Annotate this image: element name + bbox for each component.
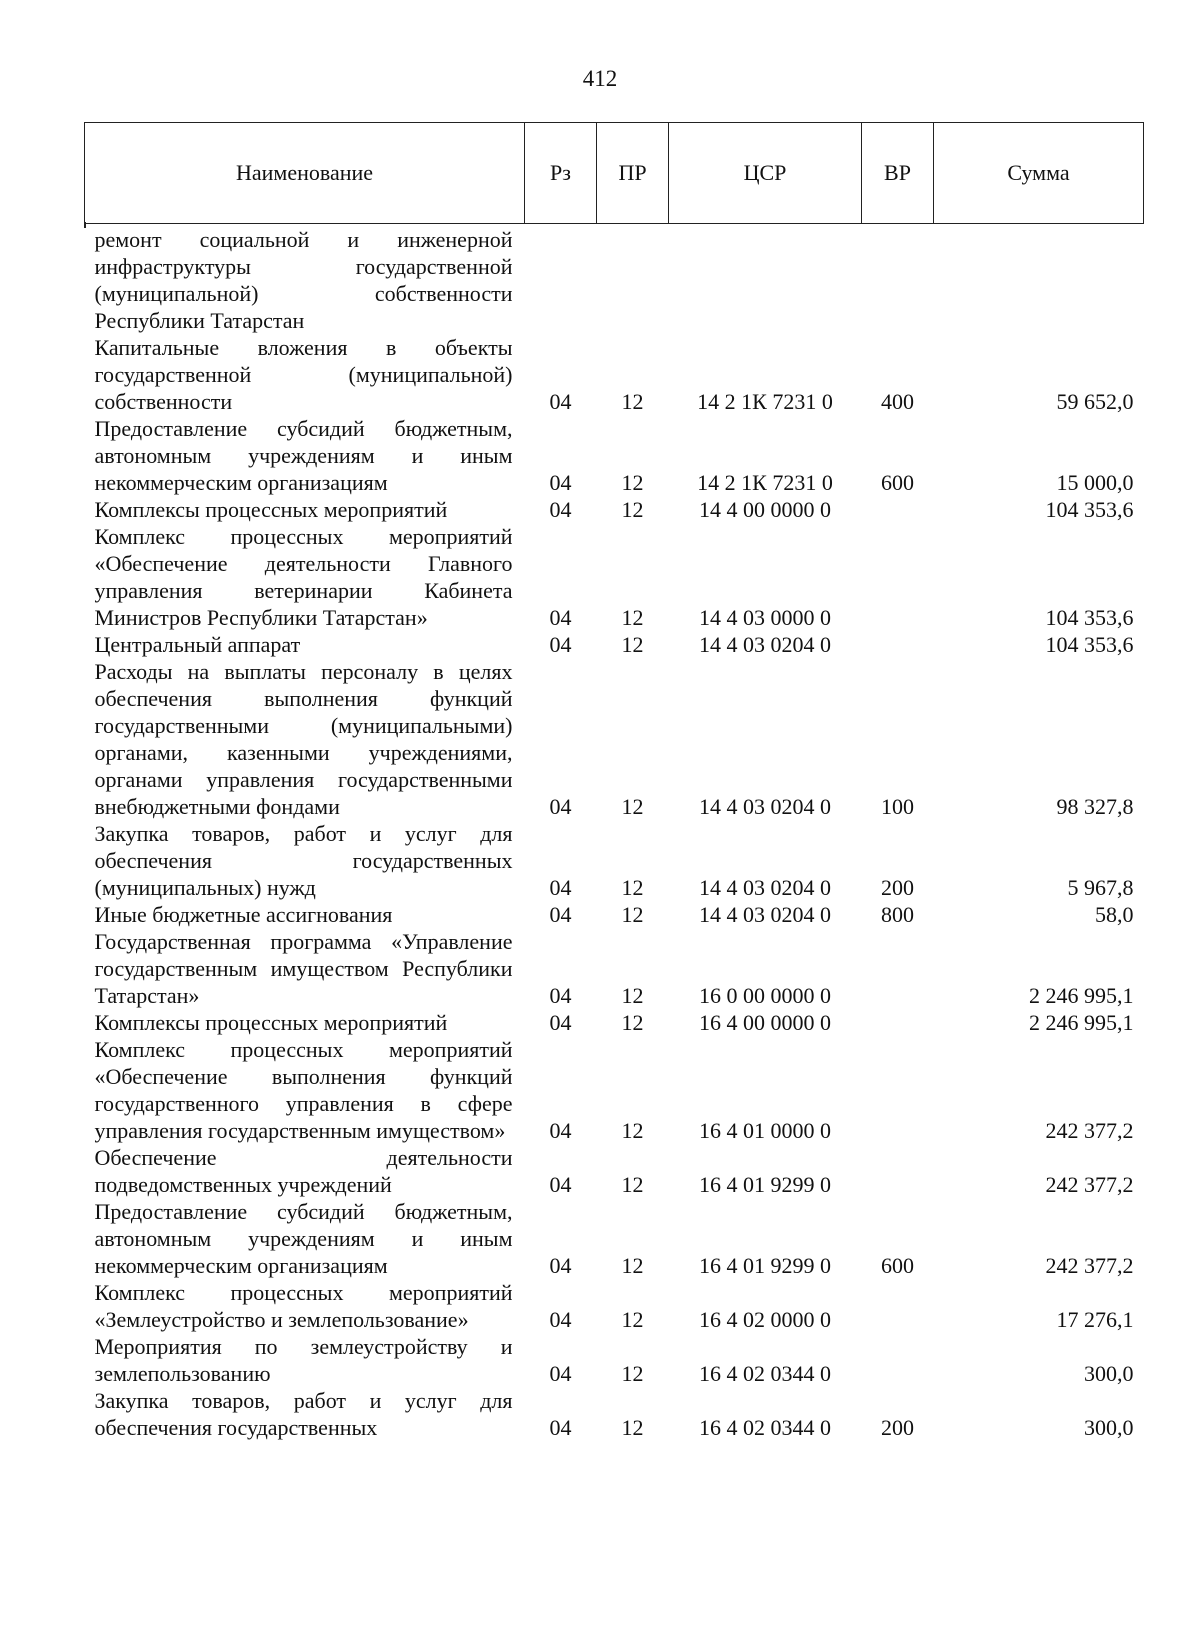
cell-vr: [862, 1279, 934, 1333]
cell-pr: 12: [621, 902, 644, 927]
cell-sum: 242 377,2: [1045, 1253, 1134, 1278]
cell-rz: 04: [549, 794, 572, 819]
cell-csr: 14 4 03 0000 0: [699, 605, 831, 630]
cell-csr: 16 4 02 0000 0: [699, 1307, 831, 1332]
cell-csr: 14 2 1К 7231 0: [697, 470, 833, 495]
cell-vr: [862, 496, 934, 523]
cell-csr: 14 4 03 0204 0: [699, 875, 831, 900]
cell-vr: 100: [881, 794, 914, 819]
cell-rz: 04: [549, 983, 572, 1008]
cell-sum: 17 276,1: [1056, 1307, 1134, 1332]
cell-name: Закупка товаров, работ и услуг для обеспечения государственных: [94, 1388, 513, 1440]
cell-sum: 2 246 995,1: [1029, 983, 1134, 1008]
cell-csr: 16 4 02 0344 0: [699, 1361, 831, 1386]
cell-rz: 04: [549, 1118, 572, 1143]
cell-rz: 04: [549, 389, 572, 414]
cell-name: Предоставление субсидий бюджетным, автономным учреждениям и иным некоммерческим организациям: [94, 1199, 513, 1278]
cell-name: Комплекс процессных мероприятий «Обеспечение деятельности Главного управления ветеринарии Кабинета Министров Республики Татарстан»: [94, 524, 513, 630]
cell-name: Мероприятия по землеустройству и землепользованию: [94, 1334, 513, 1386]
table-row: [85, 224, 1144, 335]
cell-csr: 14 4 00 0000 0: [699, 497, 831, 522]
cell-pr: 12: [621, 1307, 644, 1332]
cell-csr: 14 4 03 0204 0: [699, 794, 831, 819]
cell-sum: [934, 224, 1144, 335]
cell-vr: [862, 631, 934, 658]
cell-sum: 242 377,2: [1045, 1172, 1134, 1197]
cell-name: Предоставление субсидий бюджетным, автономным учреждениям и иным некоммерческим организациям: [94, 416, 513, 495]
cell-rz: 04: [549, 1172, 572, 1197]
cell-rz: [525, 224, 597, 335]
cell-sum: 59 652,0: [1056, 389, 1134, 414]
header-vr: ВР: [862, 123, 934, 224]
table-row: [85, 1198, 1144, 1279]
cell-name: Комплексы процессных мероприятий: [94, 1010, 448, 1035]
cell-rz: 04: [549, 497, 572, 522]
cell-pr: 12: [621, 1361, 644, 1386]
cell-csr: 14 4 03 0204 0: [699, 632, 831, 657]
cell-vr: 600: [881, 470, 914, 495]
table-row: [85, 523, 1144, 631]
cell-sum: 104 353,6: [1045, 605, 1134, 630]
cell-csr: 14 4 03 0204 0: [699, 902, 831, 927]
cell-vr: [862, 1009, 934, 1036]
cell-pr: [597, 224, 669, 335]
table-row: [85, 658, 1144, 820]
cell-name: Государственная программа «Управление государственным имуществом Республики Татарстан»: [94, 929, 513, 1008]
cell-sum: 2 246 995,1: [1029, 1010, 1134, 1035]
budget-table: [84, 122, 1144, 1441]
cell-name: Иные бюджетные ассигнования: [94, 902, 393, 927]
cell-name: Центральный аппарат: [94, 632, 301, 657]
cell-pr: 12: [621, 794, 644, 819]
table-header: [85, 123, 1144, 224]
table-row: [85, 496, 1144, 523]
table-row: [85, 1009, 1144, 1036]
cell-name: Комплекс процессных мероприятий «Обеспечение выполнения функций государственного управления в сфере управления государственным имуществом»: [94, 1037, 513, 1143]
cell-rz: 04: [549, 875, 572, 900]
cell-pr: 12: [621, 1253, 644, 1278]
cell-pr: 12: [621, 1415, 644, 1440]
cell-rz: 04: [549, 1361, 572, 1386]
cell-rz: 04: [549, 1415, 572, 1440]
cell-rz: 04: [549, 605, 572, 630]
header-csr: ЦСР: [669, 123, 862, 224]
cell-pr: 12: [621, 470, 644, 495]
cell-pr: 12: [621, 1118, 644, 1143]
table-row: [85, 928, 1144, 1009]
cell-csr: 16 4 01 9299 0: [699, 1172, 831, 1197]
header-rz: Рз: [525, 123, 597, 224]
cell-sum: 15 000,0: [1056, 470, 1134, 495]
cell-sum: 5 967,8: [1067, 875, 1134, 900]
cell-sum: 98 327,8: [1056, 794, 1134, 819]
cell-vr: [862, 928, 934, 1009]
cell-vr: [862, 1333, 934, 1387]
header-row: [85, 123, 1144, 224]
cell-name: Расходы на выплаты персоналу в целях обеспечения выполнения функций государственными (муниципальными) органами, казенными учреждениями, органами управления государственными внебюджетными фондами: [94, 659, 513, 819]
table-row: [85, 901, 1144, 928]
table-row: [85, 1387, 1144, 1441]
table-body: [85, 224, 1144, 1442]
cell-sum: 242 377,2: [1045, 1118, 1134, 1143]
cell-rz: 04: [549, 1307, 572, 1332]
cell-csr: 16 4 02 0344 0: [699, 1415, 831, 1440]
header-pr: ПР: [597, 123, 669, 224]
cell-csr: 16 4 00 0000 0: [699, 1010, 831, 1035]
cell-pr: 12: [621, 605, 644, 630]
cell-vr: [862, 224, 934, 335]
cell-pr: 12: [621, 632, 644, 657]
cell-sum: 300,0: [1084, 1415, 1134, 1440]
table-row: [85, 820, 1144, 901]
cell-csr: 16 0 00 0000 0: [699, 983, 831, 1008]
cell-vr: 800: [881, 902, 914, 927]
cell-pr: 12: [621, 1172, 644, 1197]
table-row: [85, 1144, 1144, 1198]
cell-pr: 12: [621, 1010, 644, 1035]
cell-vr: [862, 1144, 934, 1198]
cell-vr: [862, 1036, 934, 1144]
header-sum: Сумма: [934, 123, 1144, 224]
table-row: [85, 1279, 1144, 1333]
cell-pr: 12: [621, 983, 644, 1008]
cell-name: Капитальные вложения в объекты государственной (муниципальной) собственности: [94, 335, 513, 414]
cell-csr: [669, 224, 862, 335]
budget-table-container: [84, 122, 1144, 1441]
cell-rz: 04: [549, 470, 572, 495]
cell-name: Комплекс процессных мероприятий «Землеустройство и землепользование»: [94, 1280, 513, 1332]
header-name: Наименование: [85, 123, 525, 224]
table-row: [85, 1333, 1144, 1387]
table-row: [85, 334, 1144, 415]
cell-vr: 200: [881, 1415, 914, 1440]
cell-name: Обеспечение деятельности подведомственных учреждений: [94, 1145, 513, 1197]
cell-csr: 14 2 1К 7231 0: [697, 389, 833, 414]
cell-vr: 200: [881, 875, 914, 900]
table-row: [85, 631, 1144, 658]
table-row: [85, 415, 1144, 496]
cell-csr: 16 4 01 9299 0: [699, 1253, 831, 1278]
cell-pr: 12: [621, 389, 644, 414]
cell-sum: 58,0: [1095, 902, 1134, 927]
cell-sum: 104 353,6: [1045, 497, 1134, 522]
cell-vr: 600: [881, 1253, 914, 1278]
cell-sum: 300,0: [1084, 1361, 1134, 1386]
cell-vr: 400: [881, 389, 914, 414]
cell-name: ремонт социальной и инженерной инфраструктуры государственной (муниципальной) собственности Республики Татарстан: [94, 227, 513, 333]
cell-name: Комплексы процессных мероприятий: [94, 497, 448, 522]
table-row: [85, 1036, 1144, 1144]
page-number: 412: [582, 66, 618, 91]
cell-rz: 04: [549, 902, 572, 927]
cell-name: Закупка товаров, работ и услуг для обеспечения государственных (муниципальных) нужд: [94, 821, 513, 900]
cell-pr: 12: [621, 497, 644, 522]
cell-rz: 04: [549, 1253, 572, 1278]
cell-pr: 12: [621, 875, 644, 900]
cell-rz: 04: [549, 1010, 572, 1035]
cell-sum: 104 353,6: [1045, 632, 1134, 657]
cell-rz: 04: [549, 632, 572, 657]
cell-vr: [862, 523, 934, 631]
cell-csr: 16 4 01 0000 0: [699, 1118, 831, 1143]
